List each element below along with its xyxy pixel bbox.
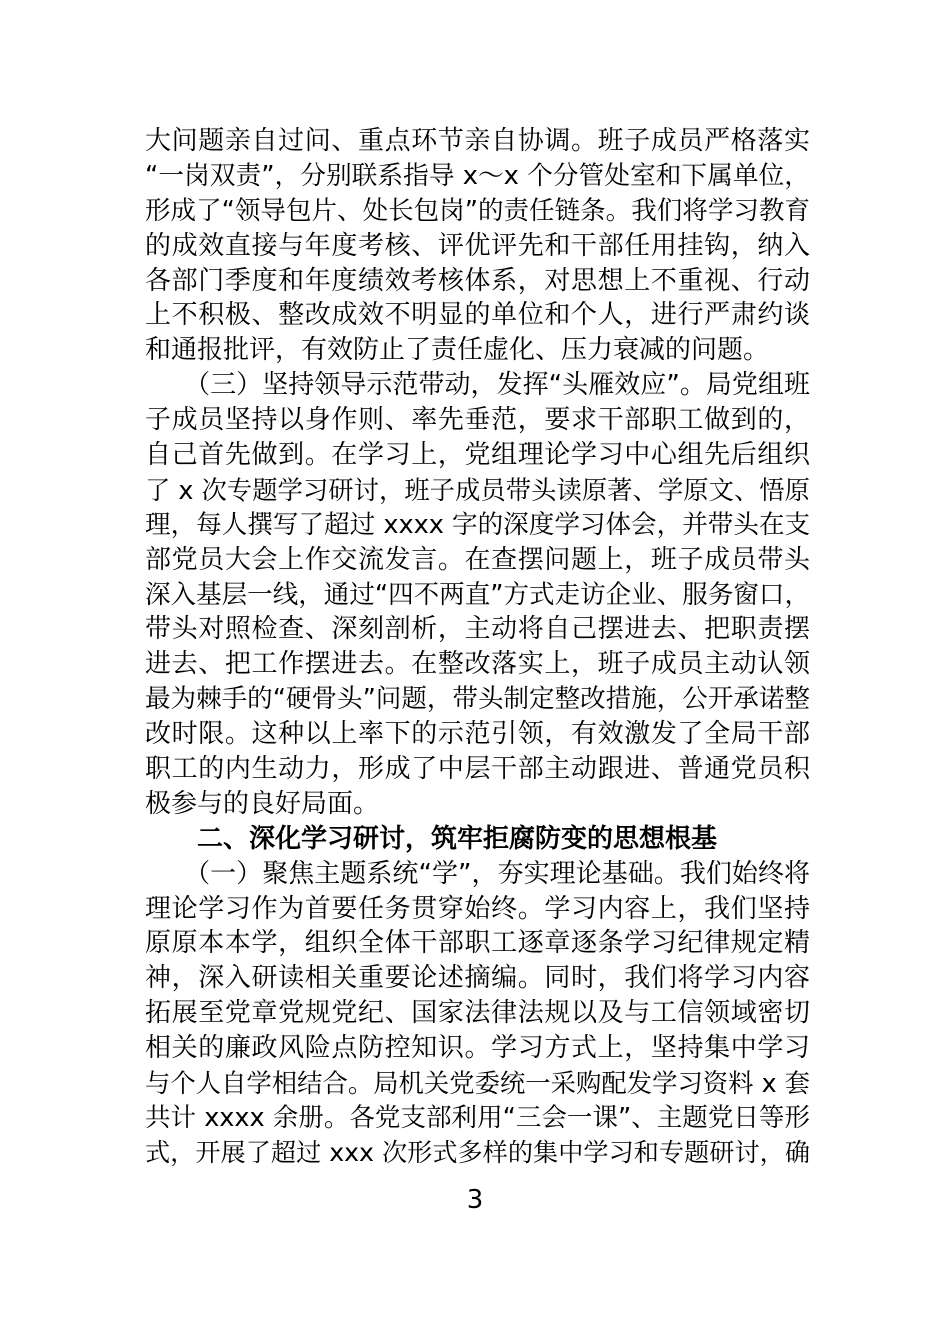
text-line: 各部门季度和年度绩效考核体系，对思想上不重视、行动 xyxy=(145,265,810,296)
text-line: （一）聚焦主题系统“学”，夯实理论基础。我们始终将 xyxy=(145,858,810,889)
text-line: 了 x 次专题学习研讨，班子成员带头读原著、学原文、悟原 xyxy=(145,474,810,505)
text-line: 的成效直接与年度考核、评优评先和干部任用挂钩，纳入 xyxy=(145,230,810,261)
text-line: 与个人自学相结合。局机关党委统一采购配发学习资料 x 套 xyxy=(145,1068,810,1099)
text-line: 带头对照检查、深刻剖析，主动将自己摆进去、把职责摆 xyxy=(145,614,810,645)
text-line: 原原本本学，组织全体干部职工逐章逐条学习纪律规定精 xyxy=(145,928,810,959)
text-line: 和通报批评，有效防止了责任虚化、压力衰减的问题。 xyxy=(145,335,770,366)
text-line: 最为棘手的“硬骨头”问题，带头制定整改措施，公开承诺整 xyxy=(145,684,810,715)
text-line: 形成了“领导包片、处长包岗”的责任链条。我们将学习教育 xyxy=(145,195,810,226)
text-line: 进去、把工作摆进去。在整改落实上，班子成员主动认领 xyxy=(145,649,810,680)
text-line: 深入基层一线，通过“四不两直”方式走访企业、服务窗口， xyxy=(145,579,810,610)
text-line: 理，每人撰写了超过 xxxx 字的深度学习体会，并带头在支 xyxy=(145,509,811,540)
page-number: 3 xyxy=(466,1185,484,1215)
text-line: 自己首先做到。在学习上，党组理论学习中心组先后组织 xyxy=(145,440,810,471)
text-line: 改时限。这种以上率下的示范引领，有效激发了全局干部 xyxy=(145,719,810,750)
text-line: “一岗双责”，分别联系指导 x～x 个分管处室和下属单位， xyxy=(145,160,810,191)
text-line: 极参与的良好局面。 xyxy=(145,788,380,819)
text-line: 部党员大会上作交流发言。在查摆问题上，班子成员带头 xyxy=(145,544,810,575)
text-line: 子成员坚持以身作则、率先垂范，要求干部职工做到的， xyxy=(145,405,810,436)
text-line: 相关的廉政风险点防控知识。学习方式上，坚持集中学习 xyxy=(145,1033,810,1064)
text-line: 共计 xxxx 余册。各党支部利用“三会一课”、主题党日等形 xyxy=(145,1102,810,1133)
text-line: 上不积极、整改成效不明显的单位和个人，进行严肃约谈 xyxy=(145,300,810,331)
text-line: 神，深入研读相关重要论述摘编。同时，我们将学习内容 xyxy=(145,963,810,994)
text-line: 大问题亲自过问、重点环节亲自协调。班子成员严格落实 xyxy=(145,126,810,156)
text-line: （三）坚持领导示范带动，发挥“头雁效应”。局党组班 xyxy=(145,370,810,401)
text-line: 理论学习作为首要任务贯穿始终。学习内容上，我们坚持 xyxy=(145,893,810,924)
text-line: 式，开展了超过 xxx 次形式多样的集中学习和专题研讨，确 xyxy=(145,1137,810,1167)
text-line: 拓展至党章党规党纪、国家法律法规以及与工信领域密切 xyxy=(145,998,810,1029)
body-text xyxy=(145,124,810,1171)
text-line: 职工的内生动力，形成了中层干部主动跟进、普通党员积 xyxy=(145,754,810,785)
section-heading: 二、深化学习研讨，筑牢拒腐防变的思想根基 xyxy=(145,823,718,854)
